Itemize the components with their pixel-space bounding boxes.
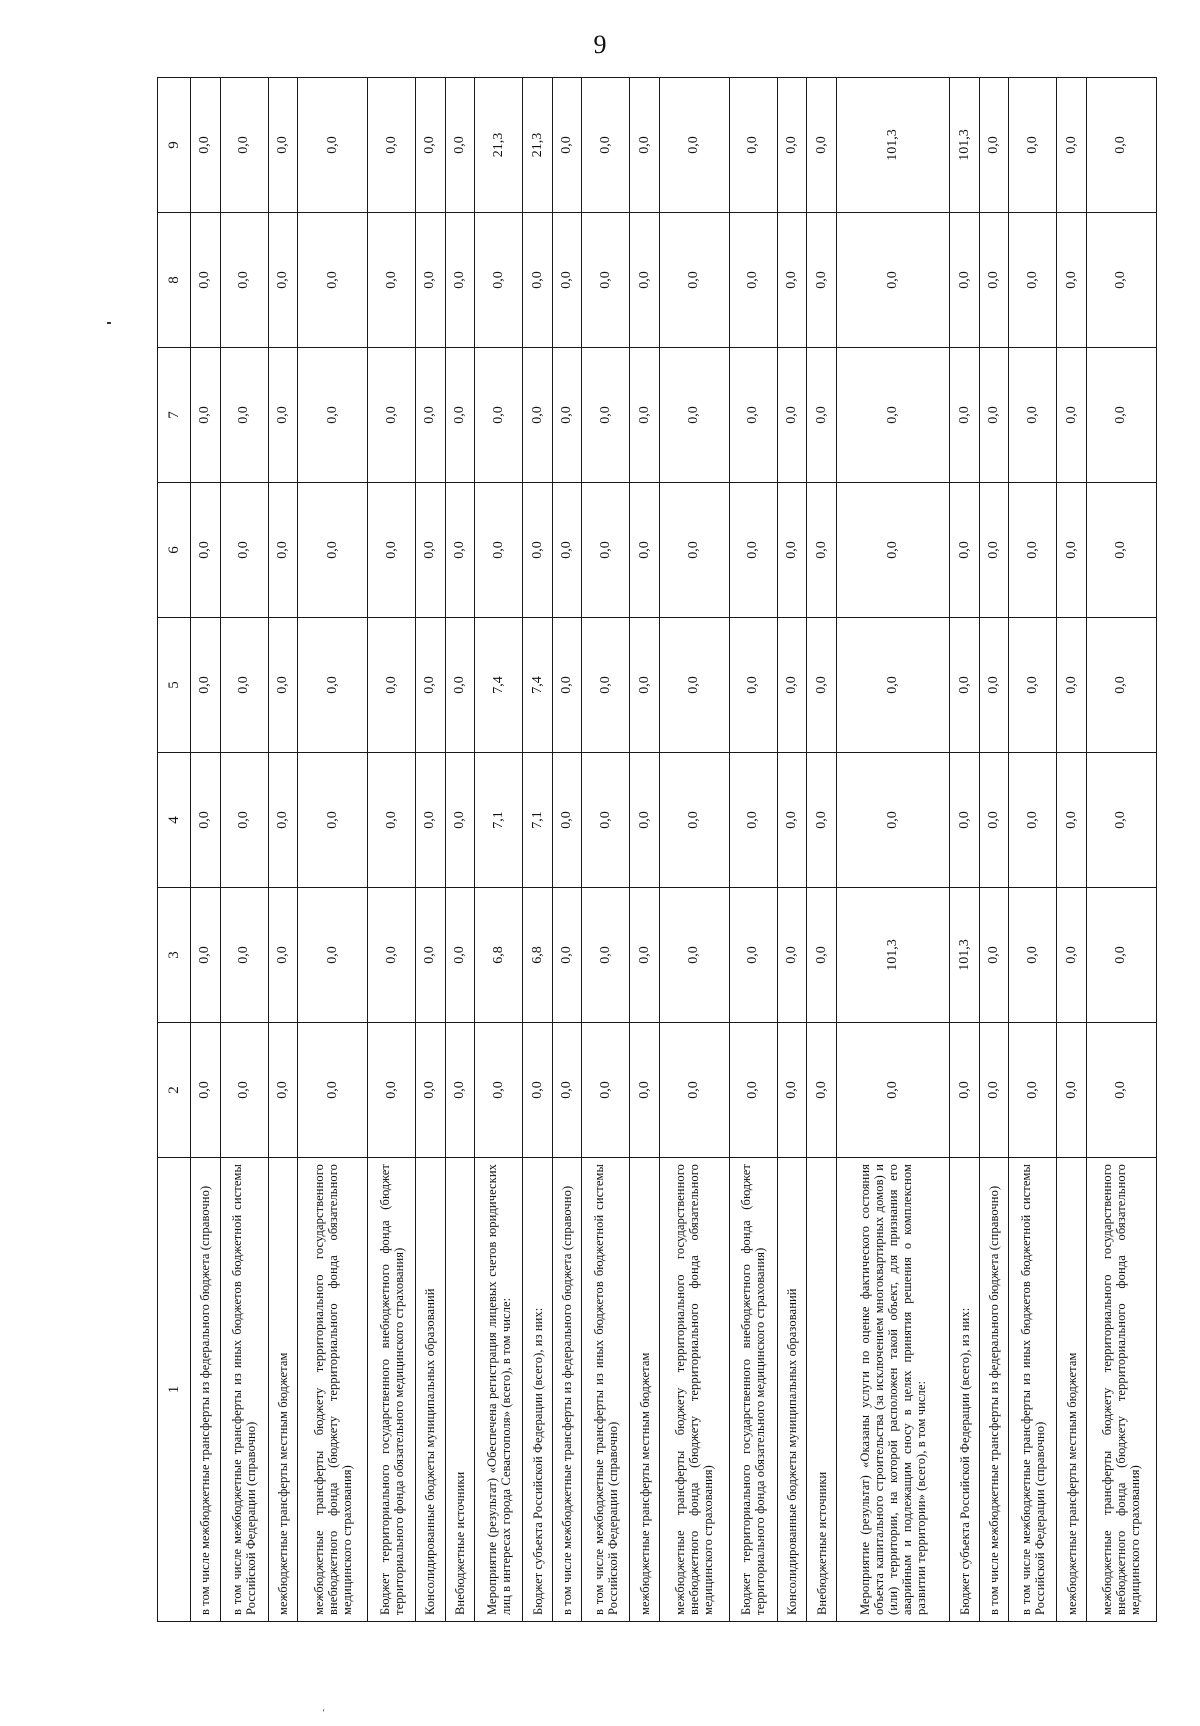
cell-value: 0,0 — [368, 1023, 416, 1158]
cell-value: 0,0 — [836, 753, 949, 888]
cell-value: 101,3 — [836, 78, 949, 213]
table-row — [729, 78, 777, 1622]
cell-value: 0,0 — [1086, 78, 1156, 213]
cell-value: 0,0 — [659, 213, 729, 348]
cell-value: 0,0 — [298, 483, 368, 618]
cell-value: 0,0 — [1057, 348, 1087, 483]
cell-value: 0,0 — [777, 753, 807, 888]
cell-value: 0,0 — [191, 213, 221, 348]
cell-value: 0,0 — [445, 888, 475, 1023]
row-label: межбюджетные трансферты бюджету территориального государственного внебюджетного фонда (бюджету территориального фонда обязательного медицинского страхования) — [1086, 1158, 1156, 1622]
table-row — [552, 78, 582, 1622]
cell-value: 0,0 — [836, 618, 949, 753]
cell-value: 0,0 — [807, 1023, 837, 1158]
cell-value: 0,0 — [552, 1023, 582, 1158]
cell-value: 0,0 — [416, 483, 446, 618]
cell-value: 21,3 — [475, 78, 523, 213]
cell-value: 0,0 — [191, 753, 221, 888]
cell-value: 0,0 — [950, 1023, 980, 1158]
cell-value: 0,0 — [298, 1023, 368, 1158]
cell-value: 0,0 — [268, 348, 298, 483]
cell-value: 0,0 — [552, 78, 582, 213]
cell-value: 0,0 — [1057, 888, 1087, 1023]
cell-value: 0,0 — [630, 753, 660, 888]
cell-value: 0,0 — [445, 1023, 475, 1158]
cell-value: 0,0 — [979, 753, 1009, 888]
table-row — [368, 78, 416, 1622]
cell-value: 0,0 — [582, 78, 630, 213]
scan-mark: ʻ — [322, 1708, 326, 1719]
table-row — [475, 78, 523, 1622]
table-row — [836, 78, 949, 1622]
cell-value: 0,0 — [268, 753, 298, 888]
cell-value: 0,0 — [475, 483, 523, 618]
row-label: Бюджет территориального государственного внебюджетного фонда (бюджет территориального фонда обязательного медицинского страхования) — [729, 1158, 777, 1622]
cell-value: 0,0 — [445, 618, 475, 753]
table-header-row — [158, 78, 191, 1622]
cell-value: 0,0 — [445, 78, 475, 213]
cell-value: 0,0 — [807, 483, 837, 618]
table-row — [220, 78, 268, 1622]
cell-value: 0,0 — [298, 78, 368, 213]
cell-value: 0,0 — [950, 483, 980, 618]
cell-value: 0,0 — [807, 213, 837, 348]
row-label: Консолидированные бюджеты муниципальных образований — [416, 1158, 446, 1622]
cell-value: 0,0 — [729, 213, 777, 348]
cell-value: 0,0 — [416, 348, 446, 483]
cell-value: 0,0 — [1086, 888, 1156, 1023]
row-label: в том числе межбюджетные трансферты из федерального бюджета (справочно) — [979, 1158, 1009, 1622]
cell-value: 0,0 — [552, 888, 582, 1023]
cell-value: 0,0 — [475, 213, 523, 348]
row-label: Мероприятие (результат) «Обеспечена регистрация лицевых счетов юридических лиц в интересах города Севастополя» (всего), в том числе: — [475, 1158, 523, 1622]
cell-value: 0,0 — [1057, 213, 1087, 348]
cell-value: 0,0 — [268, 483, 298, 618]
cell-value: 0,0 — [950, 618, 980, 753]
cell-value: 0,0 — [1009, 213, 1057, 348]
cell-value: 0,0 — [1009, 1023, 1057, 1158]
row-label: в том числе межбюджетные трансферты из иных бюджетов бюджетной системы Российской Федерации (справочно) — [1009, 1158, 1057, 1622]
cell-value: 0,0 — [368, 348, 416, 483]
cell-value: 0,0 — [659, 78, 729, 213]
table-row — [416, 78, 446, 1622]
cell-value: 0,0 — [298, 348, 368, 483]
cell-value: 0,0 — [1009, 348, 1057, 483]
cell-value: 0,0 — [582, 1023, 630, 1158]
cell-value: 0,0 — [630, 618, 660, 753]
row-label: Консолидированные бюджеты муниципальных образований — [777, 1158, 807, 1622]
cell-value: 0,0 — [191, 1023, 221, 1158]
cell-value: 0,0 — [445, 753, 475, 888]
cell-value: 0,0 — [1086, 618, 1156, 753]
table-row — [1057, 78, 1087, 1622]
cell-value: 0,0 — [220, 78, 268, 213]
cell-value: 0,0 — [659, 753, 729, 888]
rotated-table-container — [157, 80, 1157, 1622]
cell-value: 0,0 — [1009, 78, 1057, 213]
cell-value: 0,0 — [950, 753, 980, 888]
cell-value: 0,0 — [729, 888, 777, 1023]
cell-value: 0,0 — [191, 888, 221, 1023]
column-header: 6 — [158, 483, 191, 618]
cell-value: 0,0 — [268, 618, 298, 753]
cell-value: 0,0 — [1057, 483, 1087, 618]
table-row — [777, 78, 807, 1622]
budget-table — [157, 77, 1157, 1622]
cell-value: 7,4 — [523, 618, 553, 753]
cell-value: 0,0 — [220, 753, 268, 888]
cell-value: 0,0 — [582, 348, 630, 483]
cell-value: 0,0 — [836, 348, 949, 483]
row-label: межбюджетные трансферты местным бюджетам — [630, 1158, 660, 1622]
cell-value: 0,0 — [523, 1023, 553, 1158]
cell-value: 0,0 — [1057, 78, 1087, 213]
cell-value: 0,0 — [630, 78, 660, 213]
cell-value: 0,0 — [979, 483, 1009, 618]
cell-value: 0,0 — [552, 483, 582, 618]
cell-value: 0,0 — [659, 483, 729, 618]
cell-value: 0,0 — [659, 348, 729, 483]
cell-value: 0,0 — [807, 348, 837, 483]
row-label: Бюджет территориального государственного внебюджетного фонда (бюджет территориального фонда обязательного медицинского страхования) — [368, 1158, 416, 1622]
cell-value: 101,3 — [836, 888, 949, 1023]
cell-value: 0,0 — [445, 483, 475, 618]
cell-value: 0,0 — [1057, 618, 1087, 753]
cell-value: 0,0 — [777, 618, 807, 753]
table-row — [298, 78, 368, 1622]
cell-value: 0,0 — [416, 753, 446, 888]
cell-value: 0,0 — [836, 213, 949, 348]
cell-value: 0,0 — [445, 213, 475, 348]
cell-value: 0,0 — [1086, 483, 1156, 618]
cell-value: 0,0 — [523, 483, 553, 618]
cell-value: 0,0 — [191, 618, 221, 753]
cell-value: 0,0 — [836, 483, 949, 618]
cell-value: 0,0 — [582, 618, 630, 753]
table-row — [1009, 78, 1057, 1622]
cell-value: 0,0 — [807, 888, 837, 1023]
cell-value: 0,0 — [630, 348, 660, 483]
row-label: межбюджетные трансферты местным бюджетам — [268, 1158, 298, 1622]
table-row — [807, 78, 837, 1622]
cell-value: 0,0 — [1086, 1023, 1156, 1158]
cell-value: 0,0 — [729, 483, 777, 618]
table-body — [191, 78, 1157, 1622]
table-row — [950, 78, 980, 1622]
cell-value: 0,0 — [220, 1023, 268, 1158]
cell-value: 0,0 — [298, 213, 368, 348]
cell-value: 0,0 — [1057, 753, 1087, 888]
cell-value: 0,0 — [368, 78, 416, 213]
table-row — [191, 78, 221, 1622]
table-row — [268, 78, 298, 1622]
cell-value: 101,3 — [950, 78, 980, 213]
column-header: 4 — [158, 753, 191, 888]
cell-value: 0,0 — [220, 618, 268, 753]
cell-value: 0,0 — [552, 348, 582, 483]
cell-value: 0,0 — [659, 888, 729, 1023]
cell-value: 0,0 — [552, 753, 582, 888]
table-row — [582, 78, 630, 1622]
cell-value: 0,0 — [191, 483, 221, 618]
cell-value: 0,0 — [950, 348, 980, 483]
cell-value: 0,0 — [268, 78, 298, 213]
cell-value: 0,0 — [191, 78, 221, 213]
cell-value: 6,8 — [523, 888, 553, 1023]
row-label: межбюджетные трансферты местным бюджетам — [1057, 1158, 1087, 1622]
cell-value: 0,0 — [630, 213, 660, 348]
table-row — [630, 78, 660, 1622]
cell-value: 7,1 — [475, 753, 523, 888]
cell-value: 0,0 — [416, 213, 446, 348]
cell-value: 0,0 — [1086, 753, 1156, 888]
cell-value: 0,0 — [1086, 213, 1156, 348]
cell-value: 0,0 — [807, 753, 837, 888]
cell-value: 0,0 — [445, 348, 475, 483]
row-label: Внебюджетные источники — [445, 1158, 475, 1622]
cell-value: 101,3 — [950, 888, 980, 1023]
cell-value: 0,0 — [475, 1023, 523, 1158]
cell-value: 0,0 — [630, 483, 660, 618]
column-header: 2 — [158, 1023, 191, 1158]
page-number: 9 — [593, 30, 607, 59]
cell-value: 0,0 — [979, 348, 1009, 483]
cell-value: 7,1 — [523, 753, 553, 888]
cell-value: 0,0 — [191, 348, 221, 483]
cell-value: 0,0 — [368, 483, 416, 618]
cell-value: 21,3 — [523, 78, 553, 213]
cell-value: 0,0 — [1057, 1023, 1087, 1158]
cell-value: 0,0 — [729, 348, 777, 483]
cell-value: 0,0 — [1086, 348, 1156, 483]
cell-value: 0,0 — [523, 213, 553, 348]
row-label: Внебюджетные источники — [807, 1158, 837, 1622]
cell-value: 0,0 — [220, 348, 268, 483]
cell-value: 0,0 — [1009, 888, 1057, 1023]
cell-value: 7,4 — [475, 618, 523, 753]
cell-value: 0,0 — [979, 1023, 1009, 1158]
cell-value: 0,0 — [368, 213, 416, 348]
cell-value: 0,0 — [630, 888, 660, 1023]
cell-value: 0,0 — [777, 483, 807, 618]
row-label: Бюджет субъекта Российской Федерации (всего), из них: — [950, 1158, 980, 1622]
cell-value: 0,0 — [979, 213, 1009, 348]
cell-value: 0,0 — [298, 888, 368, 1023]
cell-value: 0,0 — [268, 888, 298, 1023]
cell-value: 0,0 — [777, 78, 807, 213]
row-label: межбюджетные трансферты бюджету территориального государственного внебюджетного фонда (бюджету территориального фонда обязательного медицинского страхования) — [659, 1158, 729, 1622]
cell-value: 0,0 — [368, 888, 416, 1023]
column-header: 7 — [158, 348, 191, 483]
cell-value: 0,0 — [807, 618, 837, 753]
cell-value: 0,0 — [777, 1023, 807, 1158]
cell-value: 0,0 — [416, 1023, 446, 1158]
column-header: 1 — [158, 1158, 191, 1622]
cell-value: 0,0 — [729, 78, 777, 213]
cell-value: 0,0 — [729, 753, 777, 888]
cell-value: 0,0 — [659, 1023, 729, 1158]
table-row — [1086, 78, 1156, 1622]
cell-value: 6,8 — [475, 888, 523, 1023]
cell-value: 0,0 — [220, 213, 268, 348]
cell-value: 0,0 — [416, 618, 446, 753]
cell-value: 0,0 — [268, 1023, 298, 1158]
cell-value: 0,0 — [220, 888, 268, 1023]
cell-value: 0,0 — [836, 1023, 949, 1158]
row-label: Мероприятие (результат) «Оказаны услуги по оценке фактического состояния объекта капитального строительства (за исключением многоквартирных домов) и (или) территории, на которой расположен такой объект, для признания его аварийным и подлежащим сносу в целях принятия решения о комплексном развитии территории» (всего), в том числе: — [836, 1158, 949, 1622]
cell-value: 0,0 — [298, 753, 368, 888]
row-label: в том числе межбюджетные трансферты из иных бюджетов бюджетной системы Российской Федерации (справочно) — [582, 1158, 630, 1622]
cell-value: 0,0 — [979, 78, 1009, 213]
cell-value: 0,0 — [979, 618, 1009, 753]
cell-value: 0,0 — [523, 348, 553, 483]
cell-value: 0,0 — [777, 888, 807, 1023]
cell-value: 0,0 — [416, 78, 446, 213]
cell-value: 0,0 — [368, 753, 416, 888]
cell-value: 0,0 — [475, 348, 523, 483]
scan-speck — [107, 322, 111, 324]
cell-value: 0,0 — [416, 888, 446, 1023]
row-label: межбюджетные трансферты бюджету территориального государственного внебюджетного фонда (бюджету территориального фонда обязательного медицинского страхования) — [298, 1158, 368, 1622]
cell-value: 0,0 — [220, 483, 268, 618]
cell-value: 0,0 — [777, 213, 807, 348]
cell-value: 0,0 — [950, 213, 980, 348]
cell-value: 0,0 — [630, 1023, 660, 1158]
table-row — [659, 78, 729, 1622]
cell-value: 0,0 — [582, 753, 630, 888]
table-row — [523, 78, 553, 1622]
cell-value: 0,0 — [582, 888, 630, 1023]
cell-value: 0,0 — [1009, 483, 1057, 618]
table-row — [979, 78, 1009, 1622]
cell-value: 0,0 — [298, 618, 368, 753]
cell-value: 0,0 — [1009, 753, 1057, 888]
cell-value: 0,0 — [979, 888, 1009, 1023]
cell-value: 0,0 — [552, 618, 582, 753]
cell-value: 0,0 — [582, 213, 630, 348]
cell-value: 0,0 — [729, 1023, 777, 1158]
row-label: в том числе межбюджетные трансферты из федерального бюджета (справочно) — [191, 1158, 221, 1622]
table-row — [445, 78, 475, 1622]
cell-value: 0,0 — [807, 78, 837, 213]
cell-value: 0,0 — [777, 348, 807, 483]
row-label: в том числе межбюджетные трансферты из иных бюджетов бюджетной системы Российской Федерации (справочно) — [220, 1158, 268, 1622]
row-label: в том числе межбюджетные трансферты из федерального бюджета (справочно) — [552, 1158, 582, 1622]
column-header: 9 — [158, 78, 191, 213]
cell-value: 0,0 — [582, 483, 630, 618]
cell-value: 0,0 — [552, 213, 582, 348]
column-header: 5 — [158, 618, 191, 753]
cell-value: 0,0 — [659, 618, 729, 753]
column-header: 8 — [158, 213, 191, 348]
cell-value: 0,0 — [729, 618, 777, 753]
cell-value: 0,0 — [268, 213, 298, 348]
column-header: 3 — [158, 888, 191, 1023]
row-label: Бюджет субъекта Российской Федерации (всего), из них: — [523, 1158, 553, 1622]
cell-value: 0,0 — [1009, 618, 1057, 753]
cell-value: 0,0 — [368, 618, 416, 753]
